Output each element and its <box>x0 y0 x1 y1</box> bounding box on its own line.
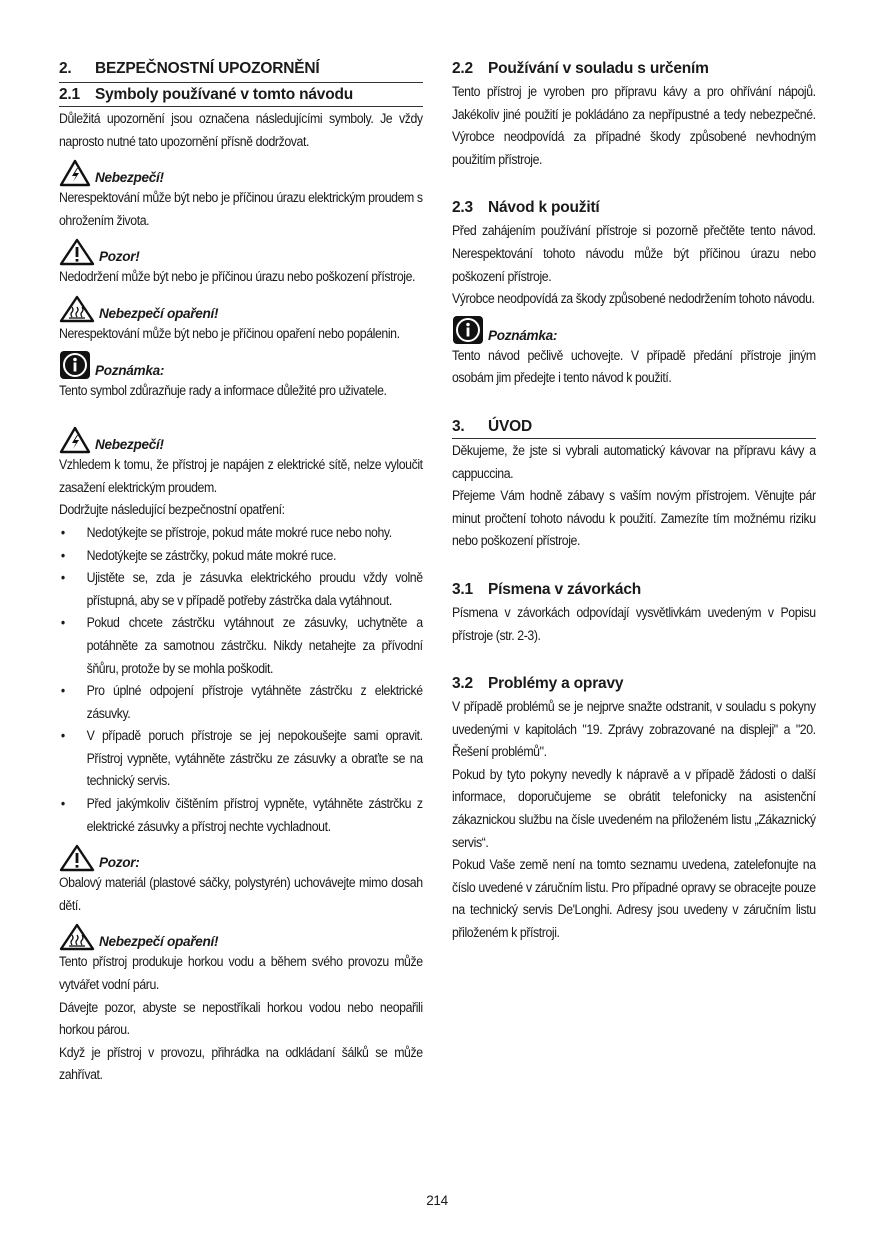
danger-2-text-1: Vzhledem k tomu, že přístroj je napájen z elektrické sítě, nelze vyloučit zasažení elektrickým proudem. <box>59 457 423 495</box>
burn-warning-2: Nebezpečí opaření! <box>59 921 423 951</box>
section-3-1-heading: 3.1 Písmena v závorkách <box>452 580 642 598</box>
section-3-1-text: Písmena v závorkách odpovídají vysvětlivkám uvedeným v Popisu přístroje (str. 2-3). <box>452 604 816 643</box>
section-2-1-heading: 2.1 Symboly používané v tomto návodu <box>59 84 423 107</box>
section-2-3-heading: 2.3 Návod k použití <box>452 199 600 217</box>
note-1: Poznámka: <box>59 350 423 380</box>
note-2: Poznámka: <box>452 315 816 345</box>
danger-warning-2: Nebezpečí! <box>59 424 423 454</box>
burn-2-text-3: Když je přístroj v provozu, přihrádka na odkládaní šálků se může zahřívat. <box>59 1044 423 1083</box>
burn-2-text-1: Tento přístroj produkuje horkou vodu a během svého provozu může vytvářet vodní páru. <box>59 954 423 993</box>
list-item: • Nedotýkejte se zástrčky, pokud máte mokré ruce. <box>59 545 423 568</box>
caution-1-text: Nedodržení může být nebo je příčinou úrazu nebo poškození přístroje. <box>59 269 416 285</box>
caution-icon <box>59 844 95 872</box>
section-3-2-text-3: Pokud Vaše země není na tomto seznamu uvedena, zatelefonujte na číslo uvedené v záručním listu. Pro případné opravy se obracejte pouze na technický servis De'Longhi. Adresy jsou uvedeny v záručním listu přiloženém k přístroji. <box>452 857 816 941</box>
burn-1-text: Nerespektování může být nebo je příčinou opaření nebo popálenin. <box>59 325 400 341</box>
danger-warning-1: Nebezpečí! <box>59 157 423 187</box>
info-icon <box>59 350 91 380</box>
section-3-2-text-2: Pokud by tyto pokyny nevedly k nápravě a v případě žádosti o další informace, doporučujeme se obrátit telefonicky na asistenční zákaznickou službu na čísle uvedeném na přiloženém listu „Zákaznický servis“. <box>452 766 816 850</box>
section-2-heading: 2. BEZPEČNOSTNÍ UPOZORNĚNÍ <box>59 58 423 83</box>
section-2-1-text: Důležitá upozornění jsou označena následujícími symboly. Je vždy naprosto nutné tato upozornění přísně dodržovat. <box>59 111 423 149</box>
caution-warning-1: Pozor! <box>59 236 423 266</box>
danger-1-text: Nerespektování může být nebo je příčinou úrazu elektrickým proudem s ohrožením života. <box>59 190 423 228</box>
section-2-2-heading: 2.2 Používání v souladu s určením <box>452 60 709 77</box>
right-column <box>452 58 816 945</box>
list-item: • Ujistěte se, zda je zásuvka elektrického proudu vždy volně přístupná, aby se v případě potřeby zástrčka dala vytáhnout. <box>59 567 423 612</box>
caution-2-text: Obalový materiál (plastové sáčky, polystyrén) uchovávejte mimo dosah dětí. <box>59 875 423 913</box>
hot-steam-icon <box>59 295 95 323</box>
electric-danger-icon <box>59 426 91 454</box>
page-number: 214 <box>426 1193 448 1208</box>
info-icon <box>452 315 484 345</box>
burn-warning-1: Nebezpečí opaření! <box>59 293 423 323</box>
section-3-text-1: Děkujeme, že jste si vybrali automatický kávovar na přípravu kávy a cappuccina. <box>452 442 816 481</box>
burn-2-text-2: Dávejte pozor, abyste se nepostříkali horkou vodou nebo neopařili horkou párou. <box>59 999 423 1038</box>
section-2-2-text: Tento přístroj je vyroben pro přípravu kávy a pro ohřívání nápojů. Jakékoliv jiné použití je pokládáno za nepřípustné a tedy nebezpečné. Výrobce neodpovídá za případné škody způsobené nevhodným použitím přístroje. <box>452 84 816 167</box>
list-item: • Pokud chcete zástrčku vytáhnout ze zásuvky, uchytněte a potáhněte za samotnou zástrčku. Nikdy netahejte za přívodní šňůru, protože by se mohla poškodit. <box>59 612 423 680</box>
section-2-3-text-2: Výrobce neodpovídá za škody způsobené nedodržením tohoto návodu. <box>452 291 815 307</box>
list-item: • Pro úplné odpojení přístroje vytáhněte zástrčku z elektrické zásuvky. <box>59 680 423 725</box>
section-3-2-heading: 3.2 Problémy a opravy <box>452 675 624 693</box>
list-item: • Nedotýkejte se přístroje, pokud máte mokré ruce nebo nohy. <box>59 522 423 545</box>
section-3-text-2: Přejeme Vám hodně zábavy s vaším novým přístrojem. Věnujte pár minut pročtení tohoto návodu k použití. Zamezíte tím možnému riziku nebo poškození přístroje. <box>452 488 816 549</box>
section-3-2-text-1: V případě problémů se je nejprve snažte odstranit, v souladu s pokyny uvedenými v kapitolách "19. Zprávy zobrazované na displeji" a "20. Řešení problémů". <box>452 699 816 760</box>
list-item: • V případě poruch přístroje se jej nepokoušejte sami opravit. Přístroj vypněte, vytáhněte zástrčku ze zásuvky a obraťte se na technický servis. <box>59 725 423 793</box>
list-item: • Před jakýmkoliv čištěním přístroj vypněte, vytáhněte zástrčku z elektrické zásuvky a přístroj nechte vychladnout. <box>59 793 423 838</box>
caution-icon <box>59 238 95 266</box>
safety-bullet-list <box>59 522 423 838</box>
section-3-heading: 3. ÚVOD <box>452 416 816 439</box>
electric-danger-icon <box>59 159 91 187</box>
hot-steam-icon <box>59 923 95 951</box>
caution-warning-2: Pozor: <box>59 842 423 872</box>
note-1-text: Tento symbol zdůrazňuje rady a informace důležité pro uživatele. <box>59 382 387 398</box>
danger-2-text-2: Dodržujte následující bezpečnostní opatření: <box>59 502 285 518</box>
section-2-3-text-1: Před zahájením používání přístroje si pozorně přečtěte tento návod. Nerespektování tohoto návodu může být příčinou úrazu nebo poškození přístroje. <box>452 223 816 284</box>
left-column <box>59 58 423 1087</box>
note-2-text: Tento návod pečlivě uchovejte. V případě předání přístroje jiným osobám jim předejte i tento návod k použití. <box>452 347 816 386</box>
